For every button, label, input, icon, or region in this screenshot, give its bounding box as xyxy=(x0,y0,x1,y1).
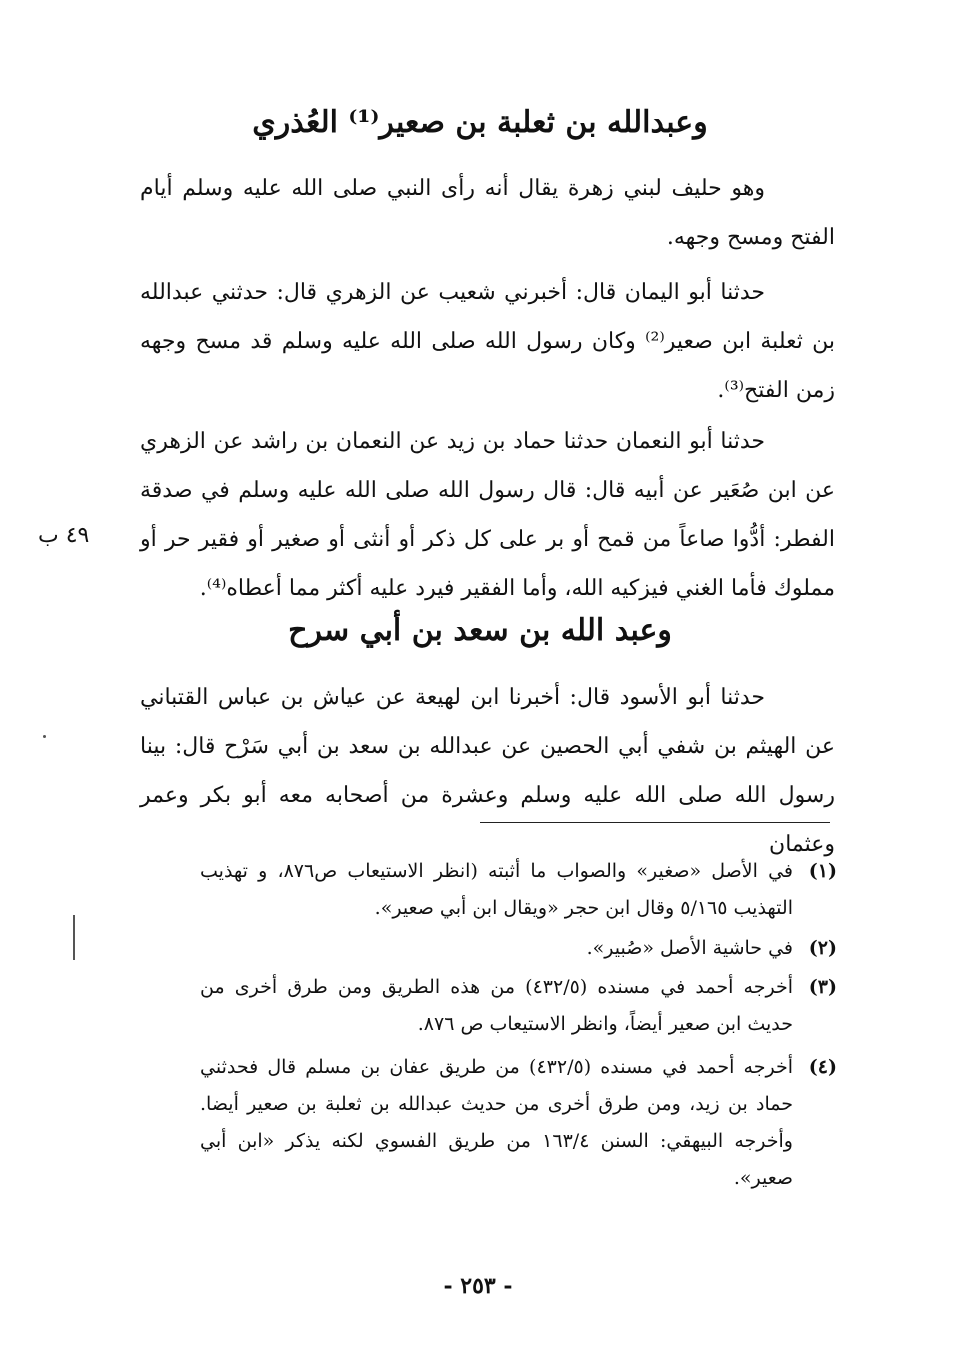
footnote-3 xyxy=(200,969,837,1043)
footnote-text: أخرجه أحمد في مسنده (٤٣٢/٥) من طريق عفان بن مسلم قال فحدثني حماد بن زيد، ومن طرق أخرى من حديث عبدالله بن ثعلبة بن صعير أيضا. وأخرجه البيهقي: السنن ١٦٣/٤ من طريق الفسوي لكنه يذكر «ابن أبي صعير». xyxy=(200,1056,793,1189)
paragraph-hadith-abu-al-aswad: حدثنا أبو الأسود قال: أخبرنا ابن لهيعة عن عياش بن عباس القتباني عن الهيثم بن شفي أبي الحصين عن عبدالله بن سعد بن أبي سَرْح قال: بينا رسول الله صلى الله عليه وسلم وعشرة من أصحابه معه أبو بكر وعمر وعثمان xyxy=(140,685,835,857)
footnote-number: (٢) xyxy=(808,937,837,959)
footnote-number: (٣) xyxy=(808,976,837,998)
paragraph-hadith-abu-al-yaman: حدثنا أبو اليمان قال: أخبرني شعيب عن الزهري قال: حدثني عبدالله بن ثعلبة ابن صعير⁽²⁾ وكان رسول الله صلى الله عليه وسلم قد مسح وجهه زمن الفتح⁽³⁾. xyxy=(140,280,836,403)
footnote-separator xyxy=(480,822,830,823)
footnote-text: في الأصل «صغير» والصواب ما أثبته (انظر الاستيعاب ص٨٧٦، و تهذيب التهذيب ٥/١٦٥ وقال ابن حجر «ويقال ابن أبي صعير». xyxy=(200,860,793,919)
paragraph-hadith-zakat-al-fitr: حدثنا أبو النعمان حدثنا حماد بن زيد عن النعمان بن راشد عن الزهري عن ابن صُعَير عن أبيه قال: قال رسول الله صلى الله عليه وسلم في صدقة الفطر: أدُّوا صاعاً من قمح أو بر على كل ذكر أو أنثى أو صغير أو فقير حر أو مملوك فأما الغني فيزكيه الله، وأما الفقير فيرد عليه أكثر مما أعطاه⁽⁴⁾. xyxy=(140,429,835,601)
footnote-4 xyxy=(200,1049,837,1197)
section-heading-abdullah-ibn-thalaba: وعبدالله بن ثعلبة بن صعير⁽¹⁾ العُذري xyxy=(252,105,708,140)
manuscript-folio-marker: ٤٩ ب xyxy=(38,523,90,548)
footnote-text: أخرجه أحمد في مسنده (٤٣٢/٥) من هذه الطريق ومن طرق أخرى من حديث ابن صعير أيضاً، وانظر الاستيعاب ص ٨٧٦. xyxy=(200,976,793,1035)
paragraph-biography: وهو حليف لبني زهرة يقال أنه رأى النبي صلى الله عليه وسلم أيام الفتح ومسح وجهه. xyxy=(140,176,835,250)
footnote-number: (١) xyxy=(808,860,837,882)
scan-speck xyxy=(43,735,46,738)
footnote-1 xyxy=(200,853,837,927)
section-heading-abdullah-ibn-saad: وعبد الله بن سعد بن أبي سرح xyxy=(288,613,672,648)
scan-line-mark xyxy=(73,915,75,960)
page-number: - ٢٥٣ - xyxy=(443,1273,513,1299)
footnote-text: في حاشية الأصل «صُبير». xyxy=(586,937,793,959)
footnote-number: (٤) xyxy=(808,1056,837,1078)
footnote-2 xyxy=(200,930,837,967)
